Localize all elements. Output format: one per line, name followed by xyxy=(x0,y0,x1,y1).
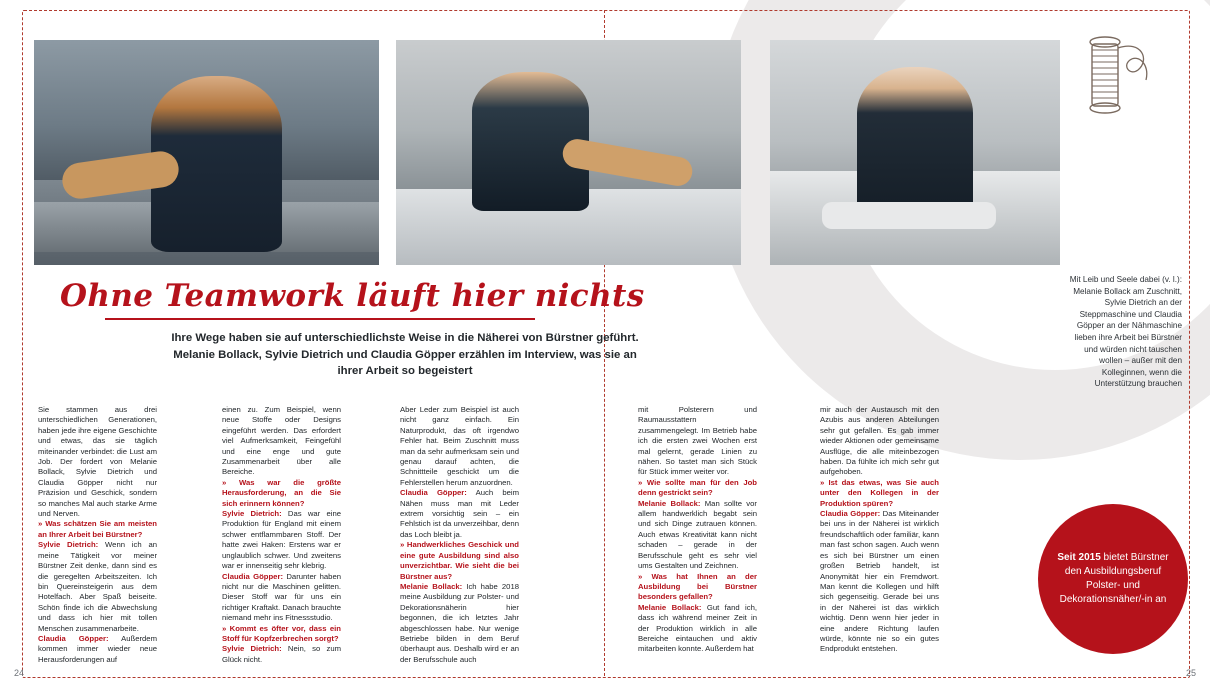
text-column-2 xyxy=(222,405,341,665)
text-column-1 xyxy=(38,405,157,665)
badge-text: bietet Bürstner den Ausbildungsberuf Polster- und Dekorationsnäher/-in an xyxy=(1059,552,1169,605)
paragraph: einen zu. Zum Beispiel, wenn neue Stoffe oder Designs eingeführt werden. Das erfordert viel Aufmerksamkeit, Feingefühl und eine enge und gute Zusammenarbeit über alle Bereiche. xyxy=(222,405,341,477)
answer-4: Claudia Göpper: Darunter haben nicht nur die Maschinen gelitten. Dieser Stoff war für uns ein richtiger Kraftakt. Danach brauchte niemand mehr ins Fitnessstudio. xyxy=(222,571,342,623)
answer-6: Claudia Göpper: Auch beim Nähen muss man mit Leder extrem vorsichtig sein – ein Fehlstich ist da unverzeihbar, denn das Loch bleibt ja. xyxy=(400,488,519,539)
info-badge xyxy=(1038,504,1188,654)
question-4: » Handwerkliches Geschick und eine gute Ausbildung sind also unverzichtbar. Wie sieht die bei Bürstner aus? xyxy=(400,540,519,581)
thread-spool-icon xyxy=(1046,18,1166,138)
text-column-4 xyxy=(638,405,757,655)
question-6: » Was hat Ihnen an der Ausbildung bei Bürstner besonders gefallen? xyxy=(638,571,757,602)
intro-paragraph: Sie stammen aus drei unterschiedlichen Generationen, haben jede ihre eigene Geschichte und etwas, das sie täglich miteinander verbindet: die Lust am Job. Der fordert von Melanie Bollack, Sylvie Dietrich und Claudia Göpper nicht nur Präzision und Geschick, sondern so manches Mal auch starke Arme und Nerven. xyxy=(38,405,157,519)
paragraph: mir auch der Austausch mit den Azubis aus anderen Abteilungen sehr gut gefallen. Es gab immer wieder Aktionen oder gemeinsame Ausflüge, die alle miteinbezogen haben. Da fühlte ich mich sehr gut aufgehoben. xyxy=(820,405,939,477)
badge-lead: Seit 2015 xyxy=(1057,552,1101,563)
headline-text: Ohne Teamwork läuft hier nichts xyxy=(60,278,645,314)
article-headline xyxy=(60,278,645,320)
answer-10: Claudia Göpper: Das Miteinander bei uns in der Näherei ist wirklich freundschaftlich oder familiär, kann man fast schon sagen. Auch wenn es sich bei Bürstner um einen großen Betrieb handelt, ist Anonymität hier ein Fremdwort. Man kennt die Kollegen und hilft sich gegenseitig. Gerade bei uns in der Näherei ist das wirklich wichtig. Denn wenn hier jeder in eine andere Richtung laufen würde, könnte nie so ein gutes Endprodukt entstehen. xyxy=(820,509,939,654)
headline-underline xyxy=(105,318,535,320)
question-7: » Ist das etwas, was Sie auch unter den Kollegen in der Produktion spüren? xyxy=(820,477,939,508)
question-2: » Was war die größte Herausforderung, an die Sie sich erinnern können? xyxy=(222,477,341,508)
page-number-right: 25 xyxy=(1185,668,1196,678)
article-standfirst: Ihre Wege haben sie auf unterschiedlichste Weise in die Näherei von Bürstner geführt. Melanie Bollack, Sylvie Dietrich und Claudia Göpper erzählen im Interview, was sie an ihrer Arbeit so begeistert xyxy=(171,332,639,377)
question-5: » Wie sollte man für den Job denn gestrickt sein? xyxy=(638,477,757,498)
answer-9: Melanie Bollack: Gut fand ich, dass ich während meiner Zeit in der Produktion wirklich in alle Bereiche eintauchen und aktiv mitarbeiten konnte. Außerdem hat xyxy=(638,602,757,654)
answer-3: Sylvie Dietrich: Das war eine Produktion für England mit einem schwer entflammbaren Stoff. Der hatte zwei Haken: Erstens war er unglaublich schwer. Und zweitens war er innenseitig sehr klebrig. xyxy=(222,509,341,571)
photo-sylvie-dietrich xyxy=(396,40,741,265)
answer-5: Sylvie Dietrich: Nein, so zum Glück nicht. xyxy=(222,644,341,664)
question-1: » Was schätzen Sie am meisten an Ihrer Arbeit bei Bürstner? xyxy=(38,519,157,539)
text-column-5 xyxy=(820,405,939,655)
photo-melanie-bollack xyxy=(34,40,379,265)
answer-1: Sylvie Dietrich: Wenn ich an meine Tätigkeit vor meiner Bürstner Zeit denke, dann sind es die geregelten Arbeitszeiten. Ich bin Quereinsteigerin aus dem Hotelfach. Aber Spaß beiseite. Schön finde ich die Abwechslung und dass ich hier mit tollen Menschen zusammenarbeite. xyxy=(38,540,158,633)
photo-caption: Mit Leib und Seele dabei (v. l.): Melanie Bollack am Zuschnitt, Sylvie Dietrich an der Steppmaschine und Claudia Göpper an der Nähmaschine lieben ihre Arbeit bei Bürstner und würden nicht tauschen wollen – außer mit den Kolleginnen, wenn die Unterstützung brauchen xyxy=(1069,275,1182,389)
paragraph: mit Polsterern und Raumausstattern zusammengelegt. Im Betrieb habe ich die ersten zwei Wochen erst mal gelernt, gerade Linien zu nähen. So tastet man sich Stück für Stück immer weiter vor. xyxy=(638,405,757,477)
answer-8: Melanie Bollack: Man sollte vor allem handwerklich begabt sein und sich Dinge zutrauen können. Auch etwas Kreativität kann nicht schaden – gerade in der Berufsschule geht es sehr viel ums Gestalten und Zeichnen. xyxy=(638,498,757,571)
text-column-3 xyxy=(400,405,519,665)
page-number-left: 24 xyxy=(14,668,25,678)
paragraph: Aber Leder zum Beispiel ist auch nicht ganz einfach. Ein Naturprodukt, das oft irgendwo Fehler hat. Beim Zuschnitt muss man da sehr aufmerksam sein und genau darauf achten, die Schnittteile geschickt um die Fehlerstellen herum anzuordnen. xyxy=(400,405,519,487)
answer-2: Claudia Göpper: Außerdem kommen immer wieder neue Herausforderungen auf xyxy=(38,633,157,664)
question-3: » Kommt es öfter vor, dass ein Stoff für Kopfzerbrechen sorgt? xyxy=(222,623,341,643)
answer-7: Melanie Bollack: Ich habe 2018 meine Ausbildung zur Polster- und Dekorationsnäherin hier begonnen, die ich letztes Jahr abgeschlossen habe. Nur wenige Betriebe bilden in dem Beruf überhaupt aus. Deshalb wird er an der Berufsschule auch xyxy=(400,581,519,664)
photo-claudia-goepper xyxy=(770,40,1060,265)
